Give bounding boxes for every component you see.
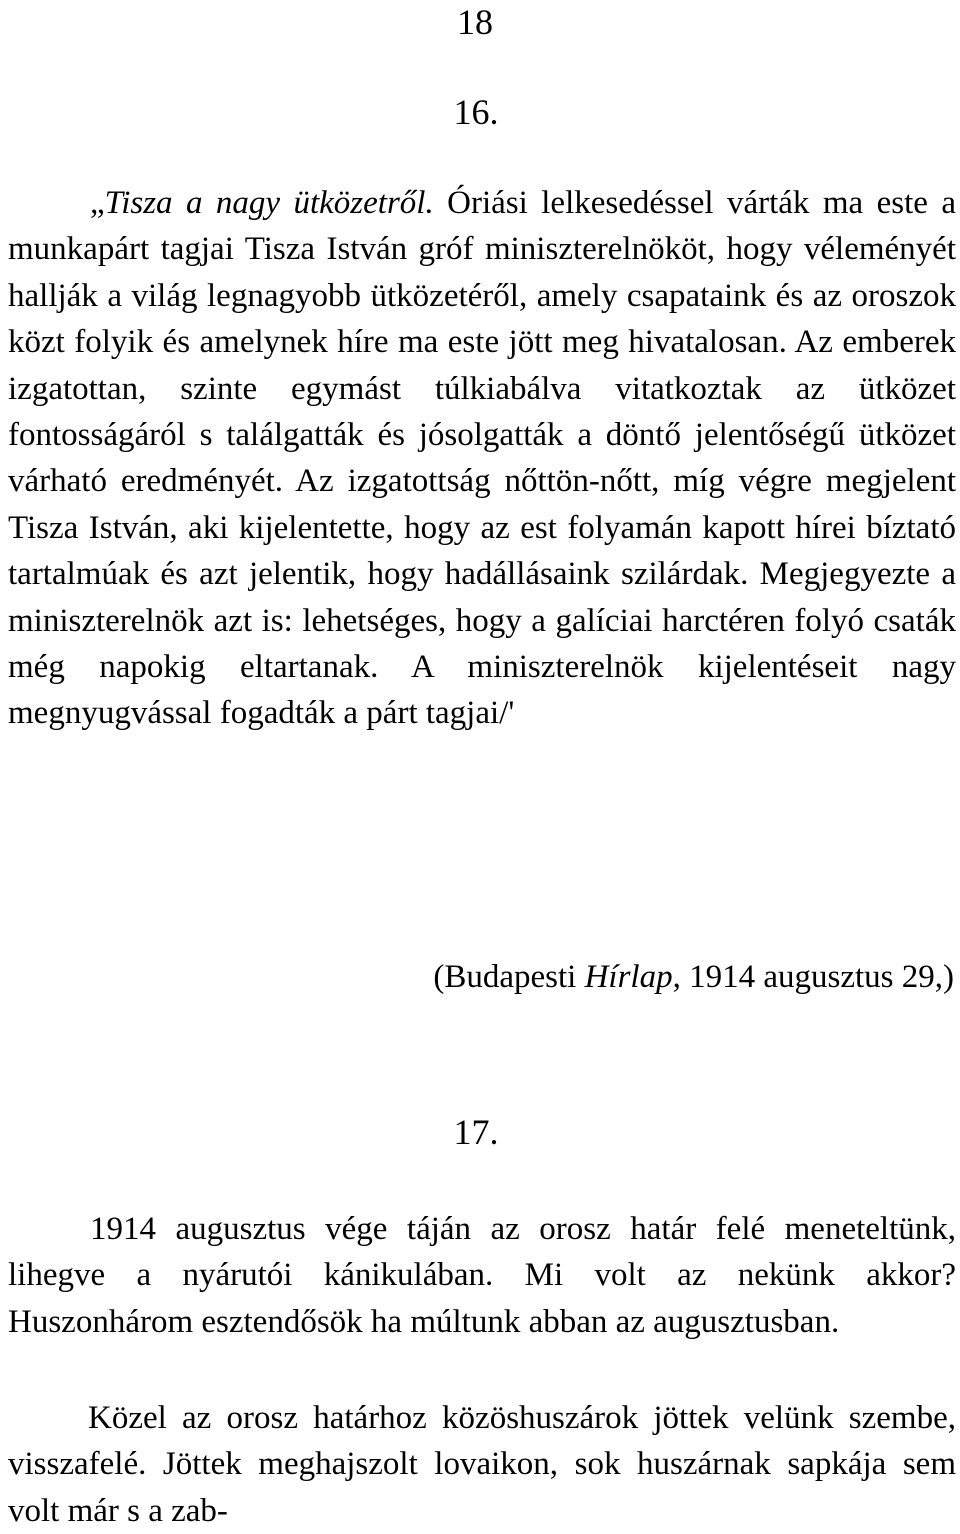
source-newspaper: Hírlap	[584, 959, 673, 995]
article-title: Tisza a nagy ütközetről.	[104, 185, 434, 221]
source-suffix: , 1914 augusztus 29,)	[672, 959, 954, 995]
section-17-paragraph-1: 1914 augusztus vége táján az orosz határ felé meneteltünk, lihegve a nyárutói kánikulában. Mi volt az nekünk akkor? Huszonhárom esztendősök ha múltunk abban az augusztusban.	[8, 1211, 956, 1340]
article-body: Óriási lelkesedéssel várták ma este a munkapárt tagjai Tisza István gróf miniszterelnököt, hogy véleményét hallják a világ legnagyobb ütközetéről, amely csapataink és az oroszok közt folyik és amelynek híre ma este jött meg hivatalosan. Az emberek izgatottan, szinte egymást túlkiabálva vitatkoztak az ütközet fontosságáról s találgatták és jósolgatták a döntő jelentőségű ütközet várható eredményét. Az izgatottság nőttön-nőtt, míg végre megjelent Tisza István, aki kijelentette, hogy az est folyamán kapott hírei bíztató tartalmúak és azt jelentik, hogy hadállásaink szilárdak. Megjegyezte a miniszterelnök azt is: lehetséges, hogy a galíciai harctéren folyó csaták még napokig eltartanak. A miniszterelnök kijelentéseit nagy megnyugvással fogadták a párt tagjai/'	[8, 185, 956, 732]
source-prefix: (Budapesti	[433, 959, 585, 995]
page-number: 18	[457, 2, 493, 42]
source-citation	[433, 954, 954, 1000]
section-number-16: 16.	[453, 92, 499, 132]
section-17-paragraph-2: Közel az orosz határhoz közöshuszárok jöttek velünk szembe, visszafelé. Jöttek meghajszolt lovaikon, sok huszárnak sapkája sem volt már s a zab-	[8, 1400, 956, 1529]
opening-quote: „	[90, 185, 105, 221]
section-number-17: 17.	[453, 1112, 499, 1152]
section-16-paragraph	[8, 180, 956, 737]
